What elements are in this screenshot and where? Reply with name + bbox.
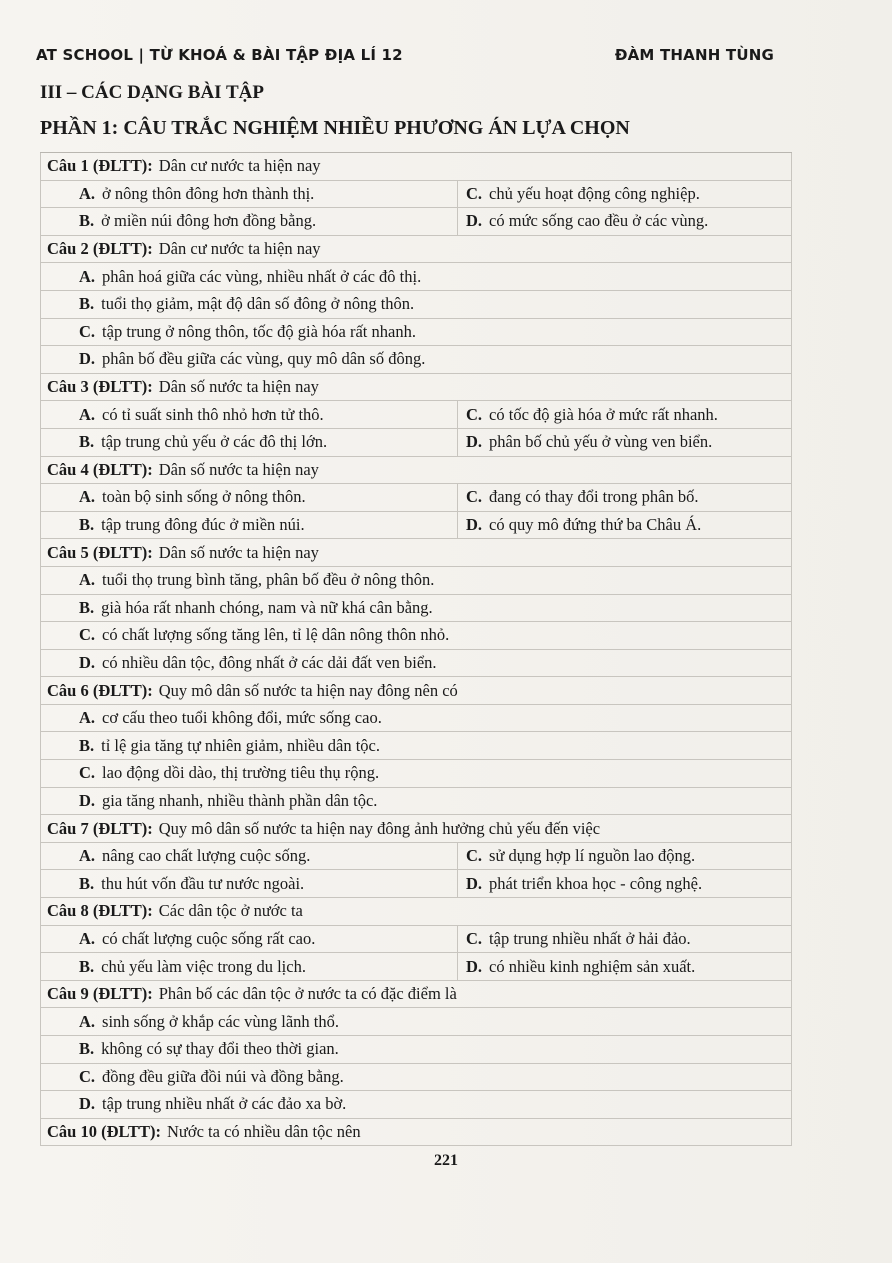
section-title: III – CÁC DẠNG BÀI TẬP (40, 82, 264, 103)
option-row: A. tuổi thọ trung bình tăng, phân bố đều ở nông thôn. (40, 567, 792, 595)
question-row (40, 1119, 792, 1147)
question-text: Quy mô dân số nước ta hiện nay đông nên có (158, 680, 458, 700)
question-row (40, 677, 792, 705)
option-row: A. ở nông thôn đông hơn thành thị. C. chủ yếu hoạt động công nghiệp. (40, 181, 792, 209)
option-b: chủ yếu làm việc trong du lịch. (101, 956, 306, 976)
option-row: A. có chất lượng cuộc sống rất cao. C. tập trung nhiều nhất ở hải đảo. (40, 926, 792, 954)
option-a: sinh sống ở khắp các vùng lãnh thổ. (102, 1011, 339, 1031)
option-row: A. nâng cao chất lượng cuộc sống. C. sử dụng hợp lí nguồn lao động. (40, 843, 792, 871)
question-label: Câu 1 (ĐLTT): (47, 156, 153, 176)
option-row: A. cơ cấu theo tuổi không đổi, mức sống cao. (40, 705, 792, 733)
option-row: B. tập trung chủ yếu ở các đô thị lớn. D. phân bố chủ yếu ở vùng ven biển. (40, 429, 792, 457)
option-a: có chất lượng cuộc sống rất cao. (102, 928, 316, 948)
page-number: 221 (434, 1152, 458, 1169)
question-label: Câu 6 (ĐLTT): (47, 680, 153, 700)
running-header (36, 46, 774, 64)
question-table (40, 152, 792, 1146)
question-label: Câu 2 (ĐLTT): (47, 239, 153, 259)
option-d: phân bố đều giữa các vùng, quy mô dân số đông. (102, 349, 426, 369)
question-text: Các dân tộc ở nước ta (158, 901, 303, 921)
option-row: C. có chất lượng sống tăng lên, tỉ lệ dân nông thôn nhỏ. (40, 622, 792, 650)
option-a: có tỉ suất sinh thô nhỏ hơn tử thô. (102, 404, 324, 424)
option-c: chủ yếu hoạt động công nghiệp. (489, 183, 700, 203)
option-a: toàn bộ sinh sống ở nông thôn. (102, 487, 306, 507)
question-row (40, 236, 792, 264)
option-a: tuổi thọ trung bình tăng, phân bố đều ở nông thôn. (102, 570, 435, 590)
option-row: B. tập trung đông đúc ở miền núi. D. có quy mô đứng thứ ba Châu Á. (40, 512, 792, 540)
option-row: A. có tỉ suất sinh thô nhỏ hơn tử thô. C. có tốc độ già hóa ở mức rất nhanh. (40, 401, 792, 429)
header-book-title: AT SCHOOL | TỪ KHOÁ & BÀI TẬP ĐỊA LÍ 12 (36, 46, 403, 64)
option-c: có chất lượng sống tăng lên, tỉ lệ dân nông thôn nhỏ. (102, 625, 450, 645)
option-a: ở nông thôn đông hơn thành thị. (102, 183, 315, 203)
question-label: Câu 9 (ĐLTT): (47, 984, 153, 1004)
question-label: Câu 8 (ĐLTT): (47, 901, 153, 921)
option-b: thu hút vốn đầu tư nước ngoài. (101, 873, 305, 893)
question-text: Nước ta có nhiều dân tộc nên (167, 1122, 361, 1142)
option-b: tập trung chủ yếu ở các đô thị lớn. (101, 432, 328, 452)
option-row: B. ở miền núi đông hơn đồng bằng. D. có mức sống cao đều ở các vùng. (40, 208, 792, 236)
option-c: sử dụng hợp lí nguồn lao động. (489, 846, 696, 866)
option-row: D. tập trung nhiều nhất ở các đảo xa bờ. (40, 1091, 792, 1119)
option-row: B. thu hút vốn đầu tư nước ngoài. D. phát triển khoa học - công nghệ. (40, 870, 792, 898)
option-row: C. tập trung ở nông thôn, tốc độ già hóa rất nhanh. (40, 319, 792, 347)
question-row (40, 457, 792, 485)
option-b: tỉ lệ gia tăng tự nhiên giảm, nhiều dân tộc. (101, 735, 380, 755)
question-label: Câu 3 (ĐLTT): (47, 377, 153, 397)
option-d: gia tăng nhanh, nhiều thành phần dân tộc. (102, 790, 378, 810)
option-a: nâng cao chất lượng cuộc sống. (102, 846, 311, 866)
option-c: đang có thay đổi trong phân bố. (489, 487, 699, 507)
option-b: già hóa rất nhanh chóng, nam và nữ khá cân bằng. (101, 597, 433, 617)
question-row (40, 981, 792, 1009)
option-row: D. phân bố đều giữa các vùng, quy mô dân số đông. (40, 346, 792, 374)
question-label: Câu 5 (ĐLTT): (47, 542, 153, 562)
option-c: tập trung ở nông thôn, tốc độ già hóa rất nhanh. (102, 321, 416, 341)
question-text: Quy mô dân số nước ta hiện nay đông ảnh hưởng chủ yếu đến việc (158, 818, 601, 838)
option-d: phát triển khoa học - công nghệ. (489, 873, 703, 893)
question-row (40, 153, 792, 181)
option-c: đồng đều giữa đồi núi và đồng bằng. (102, 1066, 344, 1086)
question-label: Câu 10 (ĐLTT): (47, 1122, 161, 1142)
option-row: A. sinh sống ở khắp các vùng lãnh thổ. (40, 1008, 792, 1036)
option-c: tập trung nhiều nhất ở hải đảo. (489, 928, 691, 948)
part-title: PHẦN 1: CÂU TRẮC NGHIỆM NHIỀU PHƯƠNG ÁN LỰA CHỌN (40, 117, 630, 139)
option-row: B. chủ yếu làm việc trong du lịch. D. có nhiều kinh nghiệm sản xuất. (40, 953, 792, 981)
option-b: không có sự thay đổi theo thời gian. (101, 1039, 339, 1059)
option-d: có mức sống cao đều ở các vùng. (489, 211, 709, 231)
option-a: phân hoá giữa các vùng, nhiều nhất ở các đô thị. (102, 266, 422, 286)
question-text: Dân số nước ta hiện nay (158, 377, 319, 397)
option-d: phân bố chủ yếu ở vùng ven biển. (489, 432, 713, 452)
option-row: B. không có sự thay đổi theo thời gian. (40, 1036, 792, 1064)
question-row (40, 374, 792, 402)
option-d: có quy mô đứng thứ ba Châu Á. (489, 515, 702, 535)
question-row (40, 815, 792, 843)
option-d: có nhiều kinh nghiệm sản xuất. (489, 956, 696, 976)
option-row: B. già hóa rất nhanh chóng, nam và nữ khá cân bằng. (40, 595, 792, 623)
question-label: Câu 7 (ĐLTT): (47, 818, 153, 838)
option-row: C. đồng đều giữa đồi núi và đồng bằng. (40, 1064, 792, 1092)
option-d: tập trung nhiều nhất ở các đảo xa bờ. (102, 1094, 347, 1114)
question-text: Dân số nước ta hiện nay (158, 459, 319, 479)
option-row: C. lao động dồi dào, thị trường tiêu thụ rộng. (40, 760, 792, 788)
option-c: lao động dồi dào, thị trường tiêu thụ rộng. (102, 763, 380, 783)
question-text: Dân cư nước ta hiện nay (158, 239, 321, 259)
question-text: Phân bố các dân tộc ở nước ta có đặc điểm là (158, 984, 457, 1004)
option-b: ở miền núi đông hơn đồng bằng. (101, 211, 317, 231)
option-row: D. gia tăng nhanh, nhiều thành phần dân tộc. (40, 788, 792, 816)
option-c: có tốc độ già hóa ở mức rất nhanh. (489, 404, 718, 424)
option-b: tập trung đông đúc ở miền núi. (101, 515, 305, 535)
question-row (40, 539, 792, 567)
question-text: Dân số nước ta hiện nay (158, 542, 319, 562)
option-d: có nhiều dân tộc, đông nhất ở các dải đất ven biển. (102, 652, 437, 672)
option-b: tuổi thọ giảm, mật độ dân số đông ở nông thôn. (101, 294, 415, 314)
option-a: cơ cấu theo tuổi không đổi, mức sống cao. (102, 708, 382, 728)
option-row: B. tỉ lệ gia tăng tự nhiên giảm, nhiều dân tộc. (40, 732, 792, 760)
question-text: Dân cư nước ta hiện nay (158, 156, 321, 176)
question-label: Câu 4 (ĐLTT): (47, 459, 153, 479)
option-row: A. toàn bộ sinh sống ở nông thôn. C. đang có thay đổi trong phân bố. (40, 484, 792, 512)
header-author: ĐÀM THANH TÙNG (614, 46, 774, 64)
option-row: A. phân hoá giữa các vùng, nhiều nhất ở các đô thị. (40, 263, 792, 291)
question-row (40, 898, 792, 926)
option-row: B. tuổi thọ giảm, mật độ dân số đông ở nông thôn. (40, 291, 792, 319)
option-row: D. có nhiều dân tộc, đông nhất ở các dải đất ven biển. (40, 650, 792, 678)
